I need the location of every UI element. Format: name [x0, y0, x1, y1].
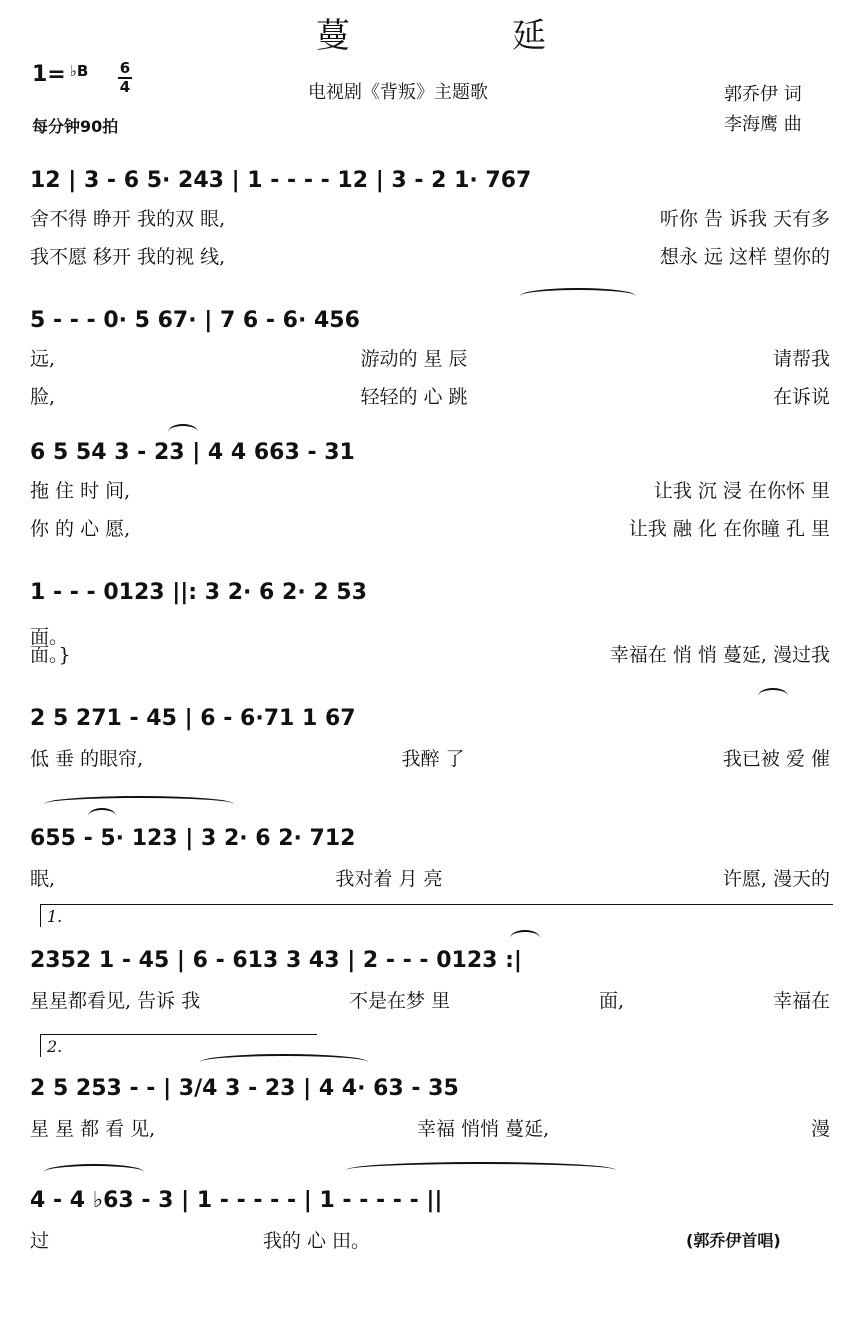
key-label: 1= — [32, 62, 66, 87]
staff-system-3 — [0, 432, 866, 582]
lyric-segment: 幸福 悄悄 蔓延, — [417, 1118, 550, 1140]
lyrics-line-5 — [30, 744, 830, 771]
slur — [346, 1162, 616, 1178]
slur — [44, 1164, 144, 1180]
lyric-segment: 幸福在 — [772, 990, 830, 1012]
lyric-segment: 脸, — [30, 386, 56, 408]
lyric-segment: 让我 沉 浸 在你怀 里 — [653, 480, 830, 502]
lyric-segment: 面, — [599, 990, 625, 1012]
lyric-segment: 听你 告 诉我 天有多 — [659, 208, 830, 230]
lyric-segment: 眠, — [30, 868, 56, 890]
lyric-segment: 幸福在 悄 悄 蔓延, 漫过我 — [609, 644, 830, 666]
lyric-segment: 低 垂 的眼帘, — [30, 748, 144, 770]
lyric-segment: 游动的 星 辰 — [360, 348, 468, 370]
notes-line-7: 2352 1 - 45 | 6 - 613 3 43 | 2 - - - 0123 :| — [30, 947, 522, 973]
lyric-segment: 请帮我 — [772, 348, 830, 370]
notes-line-3: 6 5 54 3 - 23 | 4 4 663 - 31 — [30, 439, 355, 465]
lyrics-line-2b — [30, 382, 830, 409]
lyrics-line-6 — [30, 864, 830, 891]
composer-credit: 李海鹰 曲 — [724, 114, 802, 135]
ending-label: 2. — [47, 1037, 63, 1056]
notes-line-5: 2 5 271 - 45 | 6 - 6·71 1 67 — [30, 705, 356, 731]
lyrics-line-1a — [30, 204, 830, 231]
lyric-segment: 面。 — [30, 626, 69, 648]
notes-line-4: 1 - - - 0123 ||: 3 2· 6 2· 2 53 — [30, 579, 367, 605]
lyric-segment: 舍不得 睁开 我的双 眼, — [30, 208, 226, 230]
subtitle: 电视剧《背叛》主题歌 — [308, 82, 488, 103]
lyric-segment: 我已被 爱 催 — [722, 748, 830, 770]
lyrics-line-2a — [30, 344, 830, 371]
lyricist-credit: 郭乔伊 词 — [724, 84, 802, 105]
lyric-segment: 我不愿 移开 我的视 线, — [30, 246, 226, 268]
lyric-segment: 你 的 心 愿, — [30, 518, 131, 540]
lyrics-line-3a — [30, 476, 830, 503]
lyric-segment: 在诉说 — [772, 386, 830, 408]
lyrics-line-3b — [30, 514, 830, 541]
lyrics-line-4b — [30, 640, 830, 667]
lyrics-line-8 — [30, 1114, 830, 1141]
singer-credit: (郭乔伊首唱) — [686, 1231, 781, 1250]
lyric-segment: 我对着 月 亮 — [335, 868, 443, 890]
lyrics-line-7 — [30, 986, 830, 1013]
notes-line-8: 2 5 253 - - | 3/4 3 - 23 | 4 4· 63 - 35 — [30, 1075, 459, 1101]
lyric-segment: 让我 融 化 在你瞳 孔 里 — [628, 518, 830, 540]
notes-line-2: 5 - - - 0· 5 67· | 7 6 - 6· 456 — [30, 307, 360, 333]
lyric-segment: 轻轻的 心 跳 — [360, 386, 468, 408]
slur — [44, 796, 234, 812]
lyric-segment: 远, — [30, 348, 56, 370]
time-signature — [118, 60, 132, 96]
ending-label: 1. — [47, 907, 63, 926]
lyrics-line-9 — [30, 1226, 370, 1253]
lyric-segment: 拖 住 时 间, — [30, 480, 131, 502]
lyrics-line-1b — [30, 242, 830, 269]
notes-line-1: 12 | 3 - 6 5· 243 | 1 - - - - 12 | 3 - 2 1· 767 — [30, 167, 532, 193]
lyric-segment: 想永 远 这样 望你的 — [659, 246, 830, 268]
lyric-segment: 许愿, 漫天的 — [722, 868, 830, 890]
staff-system-1 — [0, 160, 866, 310]
lyric-segment: 漫 — [810, 1118, 830, 1140]
first-ending-bracket — [40, 904, 833, 927]
staff-system-2 — [0, 300, 866, 450]
lyric-segment: 星 星 都 看 见, — [30, 1118, 156, 1140]
lyric-segment: 面。} — [30, 644, 71, 666]
meter-bottom: 4 — [119, 78, 131, 96]
notes-line-6: 655 - 5· 123 | 3 2· 6 2· 712 — [30, 825, 356, 851]
lyric-segment: 星星都看见, 告诉 我 — [30, 990, 201, 1012]
lyric-segment: 不是在梦 里 — [349, 990, 451, 1012]
notes-line-9: 4 - 4 ♭63 - 3 | 1 - - - - - | 1 - - - - - || — [30, 1187, 443, 1213]
lyric-segment: 我的 心 田。 — [262, 1230, 370, 1252]
staff-system-9 — [0, 1180, 866, 1330]
lyric-segment: 过 — [30, 1230, 50, 1252]
key-flat: ♭B — [69, 62, 89, 80]
meter-top: 6 — [119, 59, 131, 77]
song-title: 蔓 延 — [316, 16, 610, 56]
tempo-marking: 每分钟90拍 — [32, 117, 119, 136]
lyric-segment: 我醉 了 — [401, 748, 465, 770]
key-signature — [32, 62, 88, 87]
